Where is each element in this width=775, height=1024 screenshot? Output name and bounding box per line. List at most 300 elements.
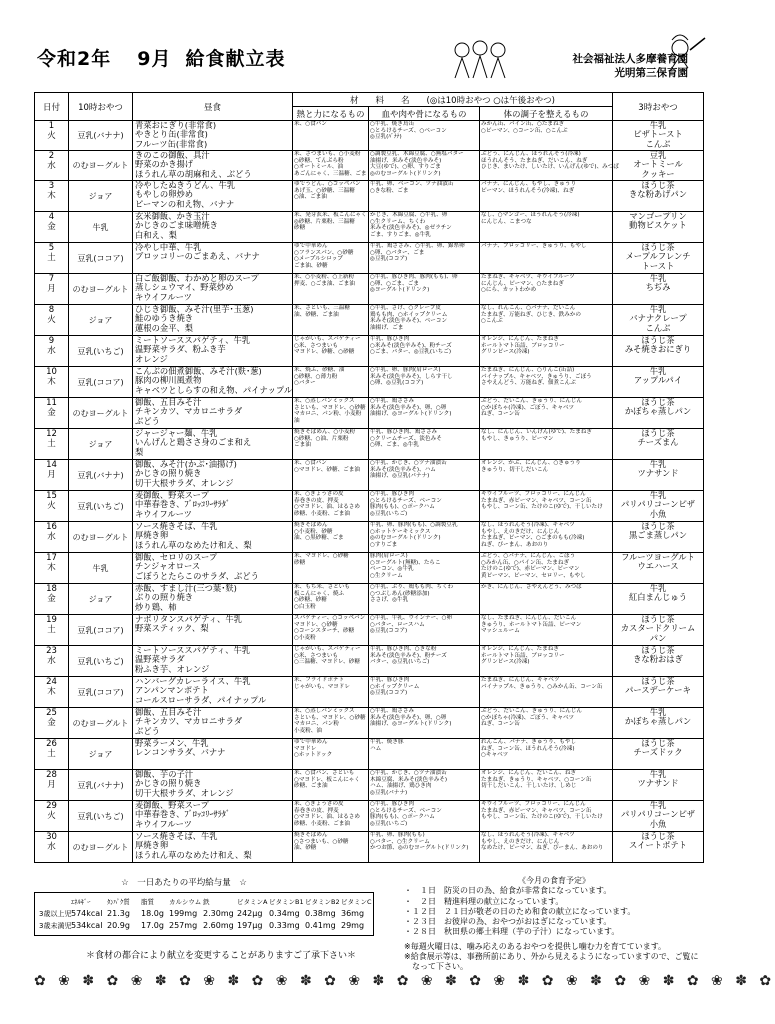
ingredient-line: ぶどう、だいこん、きゅうり、にんじん [481, 708, 583, 714]
ingredient-line: ○牛乳、ぶり、鶏もも肉、ちくわ [370, 584, 454, 590]
pm-snack-item: チーズドック [633, 747, 683, 758]
ingredient-line: 米みそ(淡色辛みそ)、しらす干し [370, 373, 453, 380]
nutrition-value: 21.3g [107, 909, 130, 918]
pm-snack-item: 牛乳 [649, 304, 667, 314]
ingredient-line: ○とろけるチーズ、○ベーコン [370, 127, 447, 134]
body-cell [480, 212, 613, 243]
ingredient-line: ごま油、砂糖 [294, 262, 328, 269]
pm-snack-cell [613, 584, 704, 615]
menu-row [35, 151, 704, 181]
menu-row [35, 181, 704, 212]
ingredient-line: 油揚げ、◎ヨーグルト(ドリンク) [370, 411, 452, 418]
ingredient-line: パイナップル、きゅうり、○みかん缶、コーン缶 [481, 683, 603, 690]
pm-snack-cell [613, 305, 704, 336]
lunch-cell [133, 243, 293, 274]
ingredient-line: ○小麦粉、砂糖 [294, 528, 333, 535]
blood-cell [369, 584, 480, 615]
nutrition-column-label: ビタミンA [237, 898, 268, 906]
ingredient-line: 砂糖、小麦粉、ごま油 [294, 510, 350, 517]
blood-cell [369, 429, 480, 460]
lunch-cell [133, 584, 293, 615]
lunch-item: チキンカツ、マカロニサラダ [135, 406, 243, 417]
body-cell [480, 121, 613, 151]
ingredient-line: ささげ、◎牛乳 [370, 597, 409, 604]
ingredient-line: 砂糖、小麦粉、ごま油 [294, 820, 350, 827]
blood-cell [369, 677, 480, 708]
ingredient-line: 米、○ぎょうざの皮 [294, 491, 344, 497]
lunch-item: 白和え、梨 [135, 229, 177, 240]
date-number: 28 [46, 770, 57, 780]
date-cell [35, 491, 69, 522]
ingredient-line: ○卵、◎豆乳(ココア) [370, 380, 424, 387]
ingredient-line: みかん缶、パイン缶、○たまねぎ [481, 121, 565, 127]
ingredient-line: 牛乳、卵、豚肉(もも)、○調製豆乳 [370, 522, 458, 528]
date-number: 8 [48, 305, 55, 315]
ingredient-line: 小麦粉、油 [294, 727, 322, 734]
nutrition-columns [39, 896, 372, 908]
menu-row [35, 491, 704, 522]
ingredient-line: マヨドレ、砂糖、○砂糖 [294, 349, 355, 356]
pm-snack-cell [613, 398, 704, 429]
pm-snack-item: ちぢみ [645, 282, 671, 293]
pm-snack-item: フルーツヨーグルト [621, 552, 695, 562]
ingredient-line: ○クリームチーズ、淡色みそ [370, 435, 442, 442]
header-energy: 熱と力になるもの [293, 107, 369, 121]
ingredient-line: 牛乳、豚ひき肉 [370, 677, 410, 683]
header-ingredients [293, 93, 613, 107]
am-snack-cell: 豆乳(いちご) [69, 491, 133, 522]
menu-row [35, 770, 704, 801]
nutrition-value: 257mg [169, 921, 198, 930]
blood-cell [369, 832, 480, 863]
menu-body [35, 121, 704, 863]
energy-cell [293, 181, 369, 212]
energy-cell [293, 553, 369, 584]
ingredient-line: ぶどう、だいこん、きゅうり、にんじん [481, 398, 583, 404]
date-cell [35, 429, 69, 460]
ingredient-line: ○米、さつまいも [294, 652, 339, 659]
ingredient-line: ○砂糖、てんぷら粉 [294, 157, 344, 164]
pm-snack-item: きな粉あげパン [628, 189, 688, 200]
schedule-items [404, 886, 704, 937]
date-cell [35, 367, 69, 398]
menu-row [35, 615, 704, 646]
ingredient-line: 米、○食パン、さといも [294, 770, 355, 776]
ingredient-line: もやし、コーン缶、たけのこ(ゆで)、干しいたけ [481, 814, 603, 821]
date-number: 24 [46, 677, 57, 687]
ingredient-line: もやし、えのきだけ、にんじん [481, 528, 560, 535]
lunch-item: 冷やしたぬきうどん、牛乳 [135, 180, 236, 190]
pm-snack-item: 牛乳 [649, 366, 667, 376]
am-snack-cell: 豆乳(いちご) [69, 336, 133, 367]
ingredient-line: ○生クリーム、ちくわ [370, 218, 426, 225]
energy-cell [293, 615, 369, 646]
ingredient-line: ○きな粉、ごま [370, 187, 409, 194]
ingredient-line: ○にら、カットわかめ [481, 287, 537, 294]
blood-cell [369, 121, 480, 151]
date-cell [35, 274, 69, 305]
energy-cell [293, 522, 369, 553]
am-snack-cell: のむヨーグルト [69, 151, 133, 181]
ingredient-line: ○牛乳、鶏ささみ [370, 398, 415, 404]
lunch-cell [133, 615, 293, 646]
blood-cell [369, 336, 480, 367]
body-cell [480, 584, 613, 615]
ingredient-line: 米、さといも、三温糖 [294, 305, 350, 311]
lunch-item: ハンバーグカレーライス、牛乳 [135, 676, 251, 686]
ingredient-line: ○牛乳、さけ、○クレープ皮 [370, 305, 442, 311]
schedule-item: ・ １日 防災の日の為、給食が非常食になっています。 [404, 886, 612, 896]
lunch-item: ナポリタンスパゲティ、牛乳 [135, 614, 242, 624]
lunch-cell [133, 553, 293, 584]
ingredient-line: ねぎ、コーン缶、ほうれんそう(冷凍) [481, 745, 575, 752]
ingredient-line: ○とろけるチーズ、ベーコン [370, 497, 442, 504]
ingredient-line: たまねぎ、キャベツ、キウイフルーツ [481, 274, 575, 280]
ingredient-line: 米、○食パン [294, 460, 327, 466]
day-of-week: 月 [47, 283, 56, 294]
nutrition-column-label: ビタミンC [341, 898, 372, 906]
ingredient-line: ○砂糖、○薄力粉 [294, 373, 338, 380]
ingredient-line: れんこん、バナナ、きゅうり、もやし [481, 739, 577, 745]
pm-snack-cell [613, 121, 704, 151]
ingredient-line: 油揚げ、米みそ(淡色辛みそ) [370, 157, 442, 164]
pm-snack-cell [613, 336, 704, 367]
ingredient-line: 米、○蒸しパンミックス [294, 708, 355, 714]
ingredient-line: ○牛乳、かじき、○ツナ油漬缶 [370, 770, 447, 776]
schedule-item: ・ ２日 精進料理の献立になっています。 [404, 896, 564, 906]
body-cell [480, 491, 613, 522]
lunch-item: 豚肉の柳川風煮物 [135, 375, 202, 386]
date-cell [35, 677, 69, 708]
lunch-item: 蓮根の金平、梨 [135, 322, 194, 333]
body-cell [480, 801, 613, 832]
ingredient-line: グリンピース(冷凍) [481, 349, 530, 356]
day-of-week: 水 [47, 655, 56, 666]
pm-snack-cell [613, 151, 704, 181]
am-snack-cell: ジョア [69, 305, 133, 336]
body-cell [480, 553, 613, 584]
day-of-week: 水 [47, 160, 56, 171]
day-of-week: 火 [47, 130, 56, 141]
blood-cell [369, 522, 480, 553]
menu-row [35, 832, 704, 863]
pm-snack-item: こんぶ [645, 322, 671, 333]
ingredient-line: バター、◎豆乳(いちご) [370, 659, 430, 666]
body-cell [480, 181, 613, 212]
pm-snack-item: 牛乳 [649, 120, 667, 130]
menu-row [35, 460, 704, 491]
ingredient-line: ○ヨーグルト(無糖)、たらこ [370, 559, 441, 566]
ingredient-line: にんじん、ピーマン、○たまねぎ [481, 280, 564, 287]
ingredient-line: 米、○食パン [294, 121, 327, 127]
date-number: 18 [46, 584, 57, 594]
ingredient-line: たまねぎ、赤ピーマン、キャベツ、コーン缶 [481, 497, 592, 504]
day-of-week: 木 [47, 190, 56, 201]
lunch-item: ブロッコリーのごまあえ、バナナ [135, 251, 260, 262]
ingredient-line: ◎豆乳(ココア) [370, 690, 408, 697]
nutrition-value: 17.0g [141, 921, 164, 930]
lunch-item: チンジャオロース [135, 561, 201, 572]
day-of-week: 水 [47, 345, 56, 356]
date-number: 17 [46, 553, 57, 563]
am-snack-cell: 豆乳(バナナ) [69, 770, 133, 801]
ingredient-line: 牛乳、豚ひき肉、○きな粉 [370, 646, 437, 652]
nutrition-column-label: ﾀﾝﾊﾟｸ質 [107, 898, 130, 906]
pm-snack-item: バナナクレープ [629, 313, 687, 324]
menu-row [35, 336, 704, 367]
am-snack-cell: のむヨーグルト [69, 522, 133, 553]
energy-cell [293, 398, 369, 429]
lunch-item: 麦御飯、野菜スープ [135, 490, 209, 500]
date-number: 19 [46, 615, 57, 625]
ingredient-line: 牛乳、鶏ささみ、○牛乳、卵、錦糸卵 [370, 243, 465, 249]
flower-border: ✿ ❀ ✽ ✿ ❀ ✽ ✿ ❀ ✽ ✿ ❀ ✽ ✿ ❀ ✽ ✿ ❀ ✽ ✿ ❀ ✽ ✿ ❀ ✽ ✿ ❀ ✽ ✿ ❀ ✽ ✿ [34, 973, 775, 989]
pm-snack-cell [613, 243, 704, 274]
ingredient-line: ねぎ、コーン缶 [481, 411, 520, 418]
nutrition-column-label: 鉄 [203, 898, 210, 906]
ingredient-line: 春巻きの皮、押麦 [294, 497, 339, 504]
ingredient-line: ○コーンスターチ、砂糖 [294, 628, 355, 635]
day-of-week: 木 [47, 686, 56, 697]
ingredient-line: かじき、木綿豆腐、○牛乳、卵 [370, 212, 448, 218]
ingredient-line: じゃがいも、スパゲティー [294, 646, 361, 652]
lunch-cell [133, 274, 293, 305]
blood-cell [369, 770, 480, 801]
date-cell [35, 832, 69, 863]
pm-snack-item: 牛乳 [649, 273, 667, 283]
menu-row [35, 801, 704, 832]
lunch-item: ミートソーススパゲティ、牛乳 [135, 645, 251, 655]
ingredient-line: ○牛乳、鶏ささみ [370, 708, 415, 714]
nutrition-row-over3 [39, 908, 369, 920]
date-cell [35, 584, 69, 615]
ingredient-line: ホールトマト缶詰、ブロッコリー [481, 342, 565, 349]
pm-snack-item: スイートポテト [629, 840, 687, 851]
ingredient-line: ○ピーマン、○コーン缶、○こんぶ [481, 127, 568, 134]
date-number: 23 [46, 646, 57, 656]
ingredient-line: 油、砂糖、ごま油 [294, 311, 339, 318]
lunch-item: 御飯、みそ汁(かぶ･油揚げ) [135, 459, 237, 469]
day-of-week: 土 [47, 252, 56, 263]
lunch-item: 炒り鶏、柿 [135, 601, 177, 612]
am-snack-cell: 豆乳(ココア) [69, 243, 133, 274]
date-number: 10 [46, 367, 57, 377]
energy-cell [293, 121, 369, 151]
blood-cell [369, 274, 480, 305]
nutrition-value: 36mg [341, 909, 365, 918]
title-year: 令和2年 [37, 48, 112, 70]
lunch-item: キウイフルーツ [135, 291, 192, 302]
ingredient-line: たまねぎ、ピーマン、○ごまのもも(冷凍) [481, 535, 585, 542]
pm-snack-cell [613, 460, 704, 491]
lunch-item: 切干大根サラダ、オレンジ [135, 787, 234, 798]
ingredient-line: ○つぶしあん(砂糖添加) [370, 590, 430, 597]
day-of-week: 木 [47, 562, 56, 573]
am-snack-cell: のむヨーグルト [69, 832, 133, 863]
ingredient-line: 板こんにゃく、焼ふ [294, 590, 345, 597]
am-snack-cell: 豆乳(いちご) [69, 646, 133, 677]
ingredient-line: ○こんぶ [481, 318, 503, 325]
pm-snack-item: ほうじ茶 [641, 242, 675, 252]
schedule-panel [404, 876, 704, 973]
date-cell [35, 243, 69, 274]
lunch-item: 中華春巻き、ﾌﾞﾛｯｺﾘｰｻﾗﾀﾞ [135, 809, 231, 820]
nutrition-value: 18.0g [141, 909, 164, 918]
ingredient-line: ○ホットケーキミックス [370, 528, 431, 535]
nutrition-row-label: 3歳以上児 [39, 910, 72, 918]
ingredient-line: たまねぎ、にんじん、○りんご(缶詰) [481, 367, 575, 373]
lunch-item: ピーマンの和え物、バナナ [135, 198, 235, 209]
schedule-remark: ※毎週火曜日は、噛み応えのあるおやつを提供し噛む力を育てています。 [404, 941, 667, 951]
ingredient-line: グリンピース(冷凍) [481, 659, 530, 666]
am-snack-cell: ジョア [69, 181, 133, 212]
pm-snack-item: ほうじ茶 [641, 738, 675, 748]
menu-row [35, 677, 704, 708]
ingredient-line: ○卵、○ごま、ごま [370, 280, 419, 287]
ingredient-line: ○牛乳、かじき、○ツナ油漬缶 [370, 460, 447, 466]
ingredient-line: 木綿豆腐、米みそ(淡色辛みそ) [370, 776, 448, 783]
ingredient-line: 砂糖 [294, 225, 306, 232]
day-of-week: 土 [47, 624, 56, 635]
title-month: 9月 [137, 48, 172, 70]
schedule-item: ・２３日 お彼岸の為、おやつがおはぎになっています。 [404, 917, 612, 927]
body-cell [480, 367, 613, 398]
lunch-cell [133, 677, 293, 708]
date-number: 12 [46, 429, 57, 439]
lunch-item: かじきの照り焼き [135, 778, 202, 789]
pm-snack-cell [613, 491, 704, 522]
lunch-item: 厚焼き卵 [135, 530, 169, 541]
blood-cell [369, 491, 480, 522]
nutrition-value: 0.33mg [269, 921, 300, 930]
header-pm-snack: 3時おやつ [613, 93, 704, 121]
ingredient-line: 米、焼ふ、砂糖、油 [294, 367, 345, 373]
ingredient-line: ひじき、まいたけ、しいたけ、いんげん(ゆで)、みつば [481, 164, 619, 171]
menu-row [35, 305, 704, 336]
nutrition-value: 0.41mg [305, 921, 336, 930]
am-snack-cell: 豆乳(いちご) [69, 801, 133, 832]
menu-row [35, 121, 704, 151]
energy-cell [293, 584, 369, 615]
date-cell [35, 739, 69, 770]
ingredient-line: 大豆(ゆで)、○卵、すりごま [370, 164, 441, 171]
lunch-item: ミートソーススパゲティ、牛乳 [135, 335, 251, 345]
am-snack-cell: 牛乳 [69, 553, 133, 584]
ingredient-line: 油 [294, 417, 300, 424]
ingredient-line: オレンジ、かぶ、にんじん、○きゅうり [481, 460, 581, 466]
lunch-cell [133, 708, 293, 739]
pm-snack-item: 小魚 [649, 818, 667, 829]
ingredient-line: バナナ、にんじん、もやし、きゅうり [481, 181, 577, 187]
pm-snack-item: ほうじ茶 [641, 180, 675, 190]
ingredient-line: ホールトマト缶詰、ブロッコリー [481, 652, 565, 659]
ingredient-line: ごま油 [294, 442, 311, 449]
lunch-item: レンコンサラダ、バナナ [135, 747, 226, 758]
ingredient-line: 米みそ(淡色辛みそ)、卵、○卵 [370, 404, 447, 411]
date-number: 14 [46, 460, 57, 470]
nutrition-column-label: ビタミンB1 [269, 898, 304, 906]
energy-cell [293, 460, 369, 491]
lunch-item: こんぶの佃煮御飯、みそ汁(麩･葱) [135, 366, 262, 376]
lunch-item: やきとり缶(非常食) [135, 129, 208, 140]
menu-row [35, 553, 704, 584]
energy-cell [293, 274, 369, 305]
pm-snack-cell [613, 832, 704, 863]
energy-cell [293, 770, 369, 801]
ingredient-line: ハム [370, 745, 382, 752]
nutrition-value: 242μg [237, 909, 263, 918]
ingredient-line: なし、にんじん、いんげん(ゆで)、たまねぎ [481, 429, 592, 435]
schedule-remark: ※給食展示等は、事務所前にあり、外から見えるようになっていますので、ご覧に [404, 952, 699, 962]
pm-snack-item: パン [649, 632, 667, 643]
ingredient-line: ◎豆乳(いちご) [370, 820, 408, 827]
pm-snack-item: ほうじ茶 [641, 335, 675, 345]
date-number: 7 [48, 274, 55, 284]
ingredient-line: ○卵、○バター、ごま [370, 249, 425, 256]
ingredient-line: 油揚げ、◎ヨーグルト(ドリンク) [370, 721, 452, 728]
ingredient-line: ○牛乳、卵、豚肉(肩ロース) [370, 367, 441, 373]
pm-snack-item: ウエハース [637, 561, 679, 572]
energy-cell [293, 151, 369, 181]
ingredient-line: 米、マヨドレ、○砂糖 [294, 553, 349, 559]
pm-snack-cell [613, 646, 704, 677]
ingredient-line: ○米、さつまいも [294, 342, 339, 349]
pm-snack-cell [613, 739, 704, 770]
blood-cell [369, 739, 480, 770]
date-number: 1 [48, 121, 55, 131]
lunch-item: ほうれん草のなめたけ和え、梨 [135, 539, 252, 550]
nutrition-row-under3 [39, 920, 369, 932]
nutrition-value: 0.34mg [269, 909, 300, 918]
lunch-cell [133, 212, 293, 243]
children-illustration-icon [450, 38, 510, 80]
schedule-remarks [404, 942, 704, 973]
body-cell [480, 522, 613, 553]
ingredients-label: 材 料 名 [349, 95, 410, 106]
pm-snack-item: ほうじ茶 [641, 614, 675, 624]
pm-snack-item: ほうじ茶 [641, 397, 675, 407]
pm-snack-item: ほうじ茶 [641, 428, 675, 438]
schedule-remark: なって下さい。 [404, 962, 468, 972]
ingredient-line: なし、たまねぎ、にんじん、だいこん [481, 615, 577, 621]
menu-row [35, 708, 704, 739]
ingredient-line: かき、にんじん、さやえんどう、みつば [481, 584, 582, 590]
ingredient-line: ○卵、ごま、◎牛乳 [370, 442, 419, 449]
nutrition-value: 574kcal [71, 909, 103, 918]
pm-snack-item: ピザトースト [633, 129, 683, 140]
ingredient-line: なし、ほうれんそう(冷凍)、キャベツ [481, 522, 575, 528]
lunch-item: 野菜スティック、梨 [135, 623, 209, 634]
pm-snack-item: チーズまん [637, 437, 679, 448]
day-of-week: 金 [47, 593, 56, 604]
body-cell [480, 274, 613, 305]
body-cell [480, 460, 613, 491]
pm-snack-item: 紅白まんじゅう [628, 592, 688, 603]
lunch-item: コールスローサラダ、パイナップル [135, 694, 267, 705]
menu-row [35, 212, 704, 243]
blood-cell [369, 305, 480, 336]
ingredient-line: 鶏もも肉、○ホイップクリーム [370, 311, 448, 318]
date-cell [35, 615, 69, 646]
ingredient-line: ねぎ、ぴーまん、あおのり [481, 541, 549, 548]
ingredient-line: ベーコン、◎牛乳 [370, 566, 414, 573]
ingredient-line: マカロニ、パン粉、小麦粉 [294, 411, 362, 418]
nutrition-column-label: カルシウム [169, 898, 202, 906]
date-cell [35, 151, 69, 181]
nutrition-value: 20.9g [107, 921, 130, 930]
lunch-cell [133, 491, 293, 522]
pm-snack-item: ツナサンド [637, 778, 679, 789]
